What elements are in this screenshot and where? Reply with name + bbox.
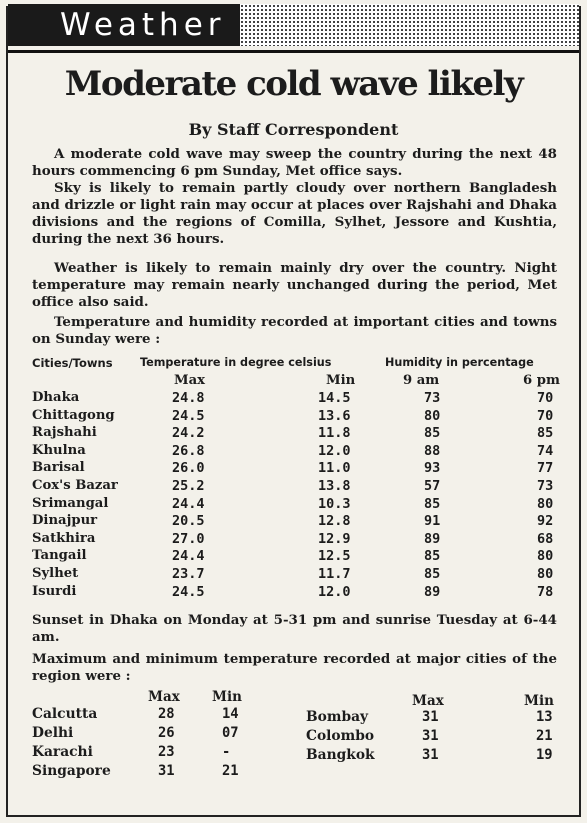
regional-min: 13 <box>536 709 553 725</box>
row-min: 11.7 <box>318 566 351 582</box>
section-label: Weather <box>8 4 240 46</box>
regional-city: Karachi <box>32 744 93 760</box>
regional-city: Bangkok <box>306 747 375 763</box>
row-humidity-9am: 85 <box>424 495 441 512</box>
row-humidity-6pm: 80 <box>537 495 554 512</box>
paragraph-3: Weather is likely to remain mainly dry over the country. Night temperature may remain nearly unchanged during the period, Met office also said. <box>32 260 557 310</box>
row-city: Srimangal <box>32 495 109 511</box>
header-cities: Cities/Towns <box>32 356 113 370</box>
row-city: Chittagong <box>32 407 115 423</box>
row-max: 26.0 <box>172 460 205 477</box>
row-city: Cox's Bazar <box>32 478 118 493</box>
row-max: 24.4 <box>172 548 205 565</box>
header-humidity: Humidity in percentage <box>385 356 534 369</box>
row-min: 12.8 <box>318 513 351 530</box>
row-min: 12.5 <box>318 548 351 565</box>
row-min: 11.8 <box>318 425 351 442</box>
row-min: 10.3 <box>318 495 351 512</box>
row-humidity-6pm: 85 <box>537 425 554 442</box>
row-max: 24.5 <box>172 583 205 600</box>
header-min: Min <box>326 373 356 388</box>
row-city: Tangail <box>32 548 87 564</box>
row-humidity-9am: 89 <box>424 530 441 547</box>
regional-left-max-header: Max <box>148 689 180 705</box>
row-city: Dhaka <box>32 390 80 405</box>
row-max: 24.5 <box>172 407 205 424</box>
regional-max: 28 <box>158 706 175 722</box>
paragraph-1: A moderate cold wave may sweep the country during the next 48 hours commencing 6 pm Sunday, Met office says. <box>32 146 557 179</box>
row-humidity-9am: 89 <box>424 583 441 600</box>
regional-city: Calcutta <box>32 706 98 722</box>
row-min: 11.0 <box>318 460 351 477</box>
row-humidity-6pm: 80 <box>537 548 554 565</box>
row-max: 23.7 <box>172 566 205 582</box>
regional-left-min-header: Min <box>212 689 242 705</box>
paragraph-4: Temperature and humidity recorded at important cities and towns on Sunday were : <box>32 314 557 347</box>
regional-city: Delhi <box>32 725 74 741</box>
row-humidity-9am: 85 <box>424 548 441 565</box>
regional-right-max-header: Max <box>412 693 444 709</box>
regional-min: 21 <box>536 728 553 744</box>
regional-min: 21 <box>222 763 239 779</box>
row-max: 20.5 <box>172 513 205 530</box>
row-humidity-6pm: 80 <box>537 566 554 582</box>
row-max: 27.0 <box>172 530 205 547</box>
row-humidity-6pm: 74 <box>537 442 554 459</box>
row-min: 13.8 <box>318 478 351 494</box>
row-min: 12.0 <box>318 583 351 600</box>
row-city: Khulna <box>32 442 86 458</box>
regional-intro: Maximum and minimum temperature recorded at major cities of the region were : <box>32 651 557 684</box>
row-city: Satkhira <box>32 530 96 546</box>
sunset-note: Sunset in Dhaka on Monday at 5-31 pm and sunrise Tuesday at 6-44 am. <box>32 612 557 645</box>
row-humidity-9am: 85 <box>424 425 441 442</box>
regional-max: 26 <box>158 725 175 741</box>
row-city: Sylhet <box>32 566 79 581</box>
regional-min: 14 <box>222 706 239 722</box>
row-city: Dinajpur <box>32 513 98 529</box>
regional-city: Colombo <box>306 728 375 744</box>
row-max: 24.2 <box>172 425 205 442</box>
row-humidity-9am: 91 <box>424 513 441 530</box>
row-min: 14.5 <box>318 390 351 406</box>
row-humidity-6pm: 70 <box>537 407 554 424</box>
regional-min: 07 <box>222 725 239 741</box>
row-city: Isurdi <box>32 583 77 599</box>
regional-max: 31 <box>422 728 439 744</box>
header-max: Max <box>174 373 206 388</box>
frame-border-bottom <box>6 815 581 817</box>
row-humidity-6pm: 68 <box>537 530 554 547</box>
regional-max: 31 <box>422 747 439 763</box>
row-humidity-9am: 93 <box>424 460 441 477</box>
regional-max: 23 <box>158 744 175 760</box>
regional-min: - <box>222 744 231 760</box>
row-min: 13.6 <box>318 407 351 424</box>
regional-city: Singapore <box>32 763 111 779</box>
regional-city: Bombay <box>306 709 369 725</box>
row-humidity-9am: 85 <box>424 566 441 582</box>
header-temperature: Temperature in degree celsius <box>140 356 332 369</box>
regional-right-min-header: Min <box>524 693 554 709</box>
row-humidity-6pm: 77 <box>537 460 554 477</box>
row-min: 12.9 <box>318 530 351 547</box>
headline: Moderate cold wave likely <box>64 64 523 104</box>
regional-min: 19 <box>536 747 553 763</box>
regional-max: 31 <box>422 709 439 725</box>
row-max: 24.8 <box>172 390 205 406</box>
byline: By Staff Correspondent <box>188 120 399 139</box>
row-humidity-6pm: 70 <box>537 390 554 406</box>
row-humidity-6pm: 78 <box>537 583 554 600</box>
row-max: 25.2 <box>172 478 205 494</box>
row-humidity-9am: 88 <box>424 442 441 459</box>
regional-max: 31 <box>158 763 175 779</box>
header-9am: 9 am <box>403 373 440 388</box>
row-city: Rajshahi <box>32 425 97 441</box>
row-max: 26.8 <box>172 442 205 459</box>
row-humidity-6pm: 73 <box>537 478 554 494</box>
row-humidity-9am: 57 <box>424 478 441 494</box>
paragraph-2: Sky is likely to remain partly cloudy over northern Bangladesh and drizzle or light rain may occur at places over Rajshahi and Dhaka divisions and the regions of Comilla, Sylhet, Jessore and Kushtia, during the next 36 hours. <box>32 180 557 247</box>
row-humidity-9am: 73 <box>424 390 441 406</box>
header-6pm: 6 pm <box>523 373 560 388</box>
header-rule <box>8 50 579 53</box>
row-humidity-9am: 80 <box>424 407 441 424</box>
row-humidity-6pm: 92 <box>537 513 554 530</box>
row-max: 24.4 <box>172 495 205 512</box>
row-city: Barisal <box>32 460 85 476</box>
row-min: 12.0 <box>318 442 351 459</box>
